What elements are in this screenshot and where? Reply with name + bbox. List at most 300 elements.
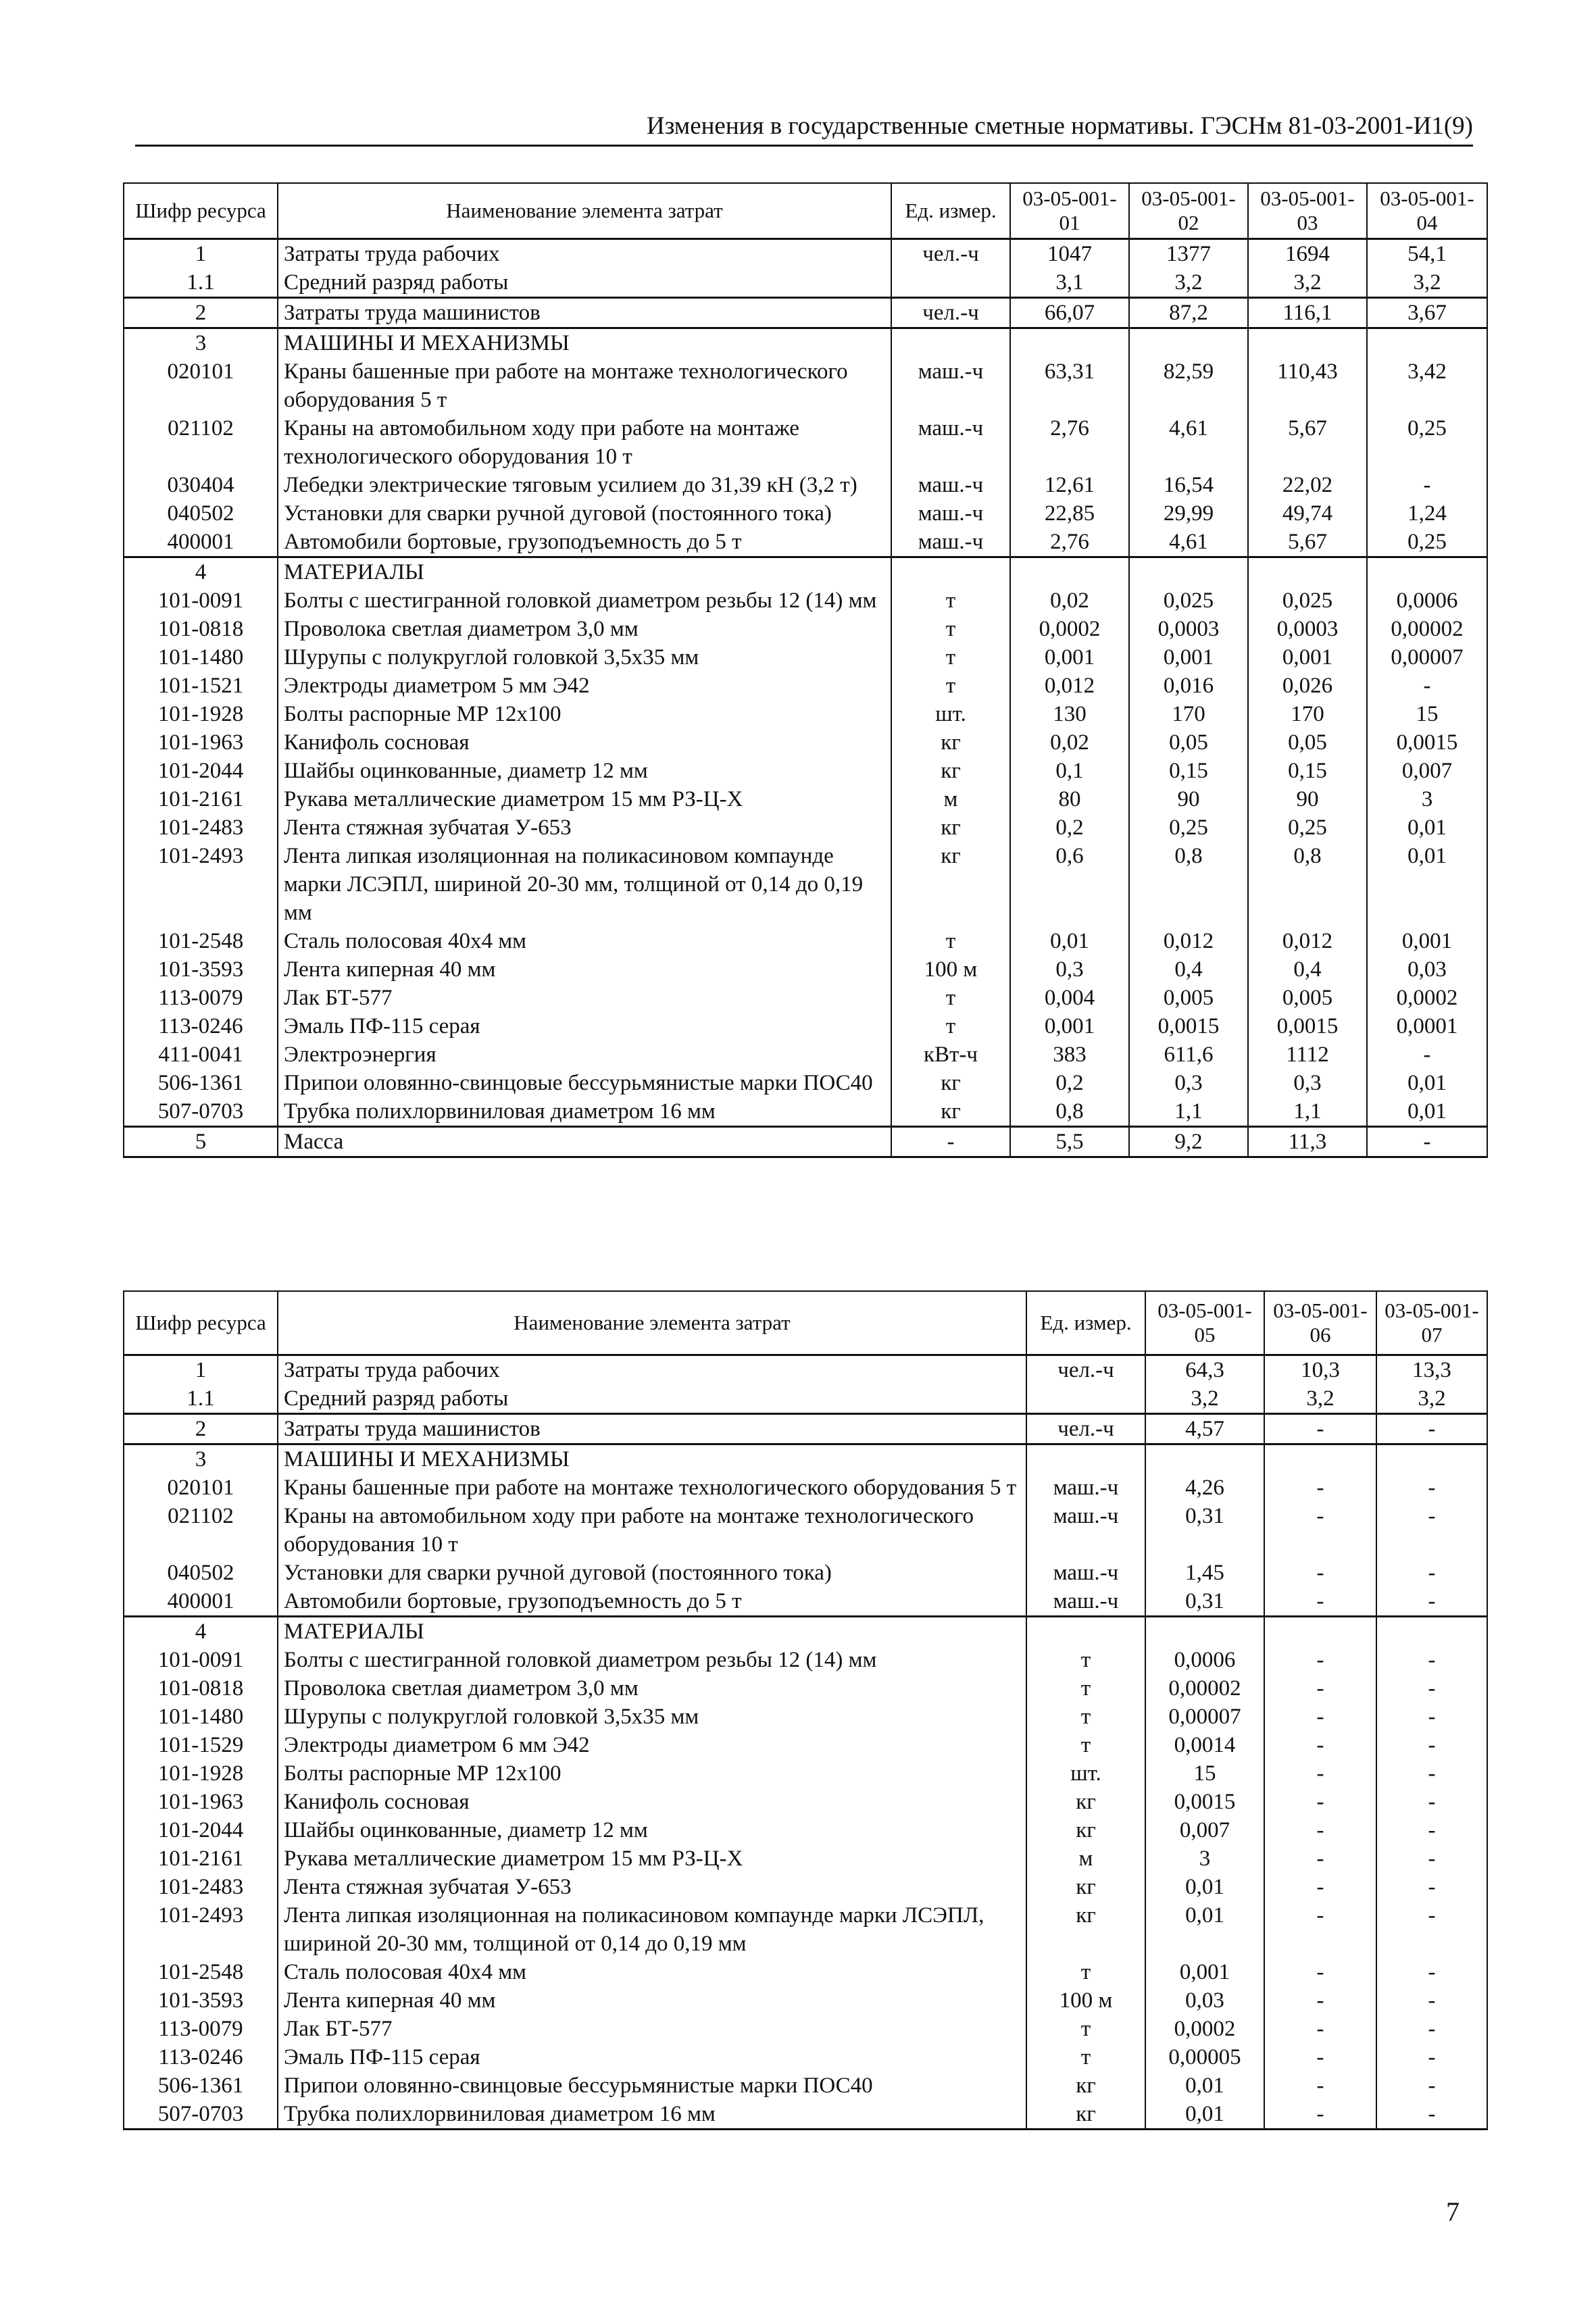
resource-name: Автомобили бортовые, грузоподъемность до 5 т	[278, 528, 891, 557]
header-col-1: 03-05-001-01	[1010, 183, 1129, 238]
table-row	[124, 1986, 1487, 2015]
resource-name: Канифоль сосновая	[278, 1788, 1026, 1816]
resource-value: -	[1264, 1844, 1376, 1873]
resource-unit: кг	[1026, 1816, 1145, 1844]
resource-value: 9,2	[1129, 1126, 1248, 1157]
resource-value: 0,01	[1010, 927, 1129, 955]
resource-name: Лента киперная 40 мм	[278, 1986, 1026, 2015]
resource-value: 0,2	[1010, 813, 1129, 842]
resource-value: 0,005	[1129, 984, 1248, 1012]
resource-code: 2	[124, 297, 278, 328]
table-row	[124, 1844, 1487, 1873]
resource-name: Электроды диаметром 5 мм Э42	[278, 672, 891, 700]
table-row	[124, 615, 1487, 643]
resource-value	[1010, 328, 1129, 357]
resource-value: 0,03	[1145, 1986, 1264, 2015]
table-row	[124, 1958, 1487, 1986]
resource-value: 82,59	[1129, 357, 1248, 414]
resource-value: 0,0002	[1145, 2015, 1264, 2043]
resource-value: 110,43	[1248, 357, 1367, 414]
resource-name: МАШИНЫ И МЕХАНИЗМЫ	[278, 1444, 1026, 1474]
resource-code: 506-1361	[124, 1069, 278, 1097]
resource-unit: т	[891, 1012, 1010, 1040]
resource-value: -	[1367, 672, 1487, 700]
resource-code: 507-0703	[124, 2100, 278, 2130]
resource-name: Лента стяжная зубчатая У-653	[278, 1873, 1026, 1901]
resource-value: 0,25	[1367, 528, 1487, 557]
resource-unit: кг	[1026, 1873, 1145, 1901]
resource-value: 0,01	[1145, 1901, 1264, 1958]
resource-code: 400001	[124, 1587, 278, 1617]
resource-unit: кг	[1026, 2071, 1145, 2100]
resource-name: Лак БТ-577	[278, 984, 891, 1012]
resource-value: 0,31	[1145, 1587, 1264, 1617]
resource-value: 3,2	[1376, 1384, 1487, 1414]
table-row	[124, 528, 1487, 557]
resource-code: 113-0246	[124, 1012, 278, 1040]
table-row	[124, 1731, 1487, 1759]
resource-value: 64,3	[1145, 1355, 1264, 1384]
table-header-row	[124, 1291, 1487, 1355]
resource-code: 3	[124, 328, 278, 357]
table-row	[124, 927, 1487, 955]
resource-code: 2	[124, 1413, 278, 1444]
header-name: Наименование элемента затрат	[278, 1291, 1026, 1355]
resource-value: -	[1264, 1901, 1376, 1958]
resource-value: -	[1376, 1559, 1487, 1587]
resource-unit: маш.-ч	[1026, 1502, 1145, 1559]
resource-name: Электроэнергия	[278, 1040, 891, 1069]
table-row	[124, 785, 1487, 813]
resource-code: 507-0703	[124, 1097, 278, 1127]
table-row	[124, 1474, 1487, 1502]
resource-value: 0,00002	[1367, 615, 1487, 643]
resource-value: 0,0014	[1145, 1731, 1264, 1759]
table-row	[124, 328, 1487, 357]
resource-value	[1367, 328, 1487, 357]
resource-unit: т	[1026, 1674, 1145, 1703]
resource-unit: маш.-ч	[891, 357, 1010, 414]
resource-value: 1694	[1248, 238, 1367, 268]
resource-value	[1376, 1616, 1487, 1646]
table-row	[124, 1901, 1487, 1958]
header-col-4: 03-05-001-04	[1367, 183, 1487, 238]
resource-value: 0,001	[1367, 927, 1487, 955]
resource-code: 101-0818	[124, 1674, 278, 1703]
page-header	[135, 108, 1473, 147]
resource-value: 0,01	[1367, 842, 1487, 927]
table-row	[124, 1759, 1487, 1788]
resource-value: 5,67	[1248, 528, 1367, 557]
resource-value: -	[1376, 1474, 1487, 1502]
resource-value: 1,45	[1145, 1559, 1264, 1587]
resource-value: -	[1264, 1759, 1376, 1788]
resource-value: 0,01	[1367, 813, 1487, 842]
resource-unit	[891, 328, 1010, 357]
resource-code: 101-1529	[124, 1731, 278, 1759]
resource-value: -	[1264, 1986, 1376, 2015]
table-row	[124, 813, 1487, 842]
resource-value: 0,01	[1367, 1069, 1487, 1097]
resource-value: 1047	[1010, 238, 1129, 268]
resource-name: Лента липкая изоляционная на поликасиновом компаунде марки ЛСЭПЛ, шириной 20-30 мм, толщиной от 0,14 до 0,19 мм	[278, 1901, 1026, 1958]
resource-value: -	[1367, 1040, 1487, 1069]
resource-value: 0,0003	[1248, 615, 1367, 643]
resource-value: 0,0006	[1367, 586, 1487, 615]
resource-value: 0,001	[1010, 1012, 1129, 1040]
table-row	[124, 297, 1487, 328]
table-row	[124, 1355, 1487, 1384]
resource-value: 0,25	[1129, 813, 1248, 842]
resource-value: -	[1264, 1474, 1376, 1502]
table-row	[124, 643, 1487, 672]
resource-value: 1,1	[1248, 1097, 1367, 1127]
resource-value: -	[1264, 1674, 1376, 1703]
resource-value: -	[1376, 1502, 1487, 1559]
resource-name: Сталь полосовая 40х4 мм	[278, 927, 891, 955]
resource-code: 5	[124, 1126, 278, 1157]
resource-name: Масса	[278, 1126, 891, 1157]
resource-value: 2,76	[1010, 414, 1129, 471]
resource-unit: кг	[891, 757, 1010, 785]
resource-code: 101-1480	[124, 1703, 278, 1731]
resource-name: Краны башенные при работе на монтаже технологического оборудования 5 т	[278, 1474, 1026, 1502]
resource-code: 101-0818	[124, 615, 278, 643]
resource-unit: -	[891, 1126, 1010, 1157]
resource-value: 3,42	[1367, 357, 1487, 414]
resource-value: 15	[1145, 1759, 1264, 1788]
resource-unit: м	[1026, 1844, 1145, 1873]
resource-code: 506-1361	[124, 2071, 278, 2100]
resource-table-1	[123, 182, 1488, 1158]
resource-unit: кг	[891, 842, 1010, 927]
resource-value: 611,6	[1129, 1040, 1248, 1069]
table-body	[124, 1355, 1487, 2129]
table-row	[124, 557, 1487, 586]
resource-value: 90	[1248, 785, 1367, 813]
resource-value: 130	[1010, 700, 1129, 728]
resource-code: 4	[124, 557, 278, 586]
resource-code: 030404	[124, 471, 278, 499]
resource-code: 1	[124, 1355, 278, 1384]
resource-code: 040502	[124, 1559, 278, 1587]
resource-code: 411-0041	[124, 1040, 278, 1069]
resource-unit: маш.-ч	[891, 499, 1010, 528]
table-row	[124, 414, 1487, 471]
resource-value: 170	[1129, 700, 1248, 728]
table-row	[124, 757, 1487, 785]
resource-value: 0,01	[1145, 2100, 1264, 2130]
resource-unit: маш.-ч	[891, 471, 1010, 499]
resource-table-2	[123, 1290, 1488, 2130]
resource-value: -	[1376, 1788, 1487, 1816]
resource-value: -	[1376, 2043, 1487, 2071]
resource-value: -	[1264, 1413, 1376, 1444]
table-row	[124, 1012, 1487, 1040]
resource-value: -	[1367, 1126, 1487, 1157]
resource-value: 0,03	[1367, 955, 1487, 984]
resource-value: -	[1376, 1703, 1487, 1731]
resource-code: 1.1	[124, 268, 278, 298]
resource-code: 4	[124, 1616, 278, 1646]
resource-value: 170	[1248, 700, 1367, 728]
resource-code: 101-2044	[124, 757, 278, 785]
table-row	[124, 728, 1487, 757]
resource-value: -	[1376, 1646, 1487, 1674]
resource-value: 49,74	[1248, 499, 1367, 528]
resource-value: 0,31	[1145, 1502, 1264, 1559]
resource-name: Канифоль сосновая	[278, 728, 891, 757]
resource-code: 021102	[124, 414, 278, 471]
resource-value: 22,02	[1248, 471, 1367, 499]
resource-value: 0,05	[1129, 728, 1248, 757]
resource-value: 0,005	[1248, 984, 1367, 1012]
resource-code: 040502	[124, 499, 278, 528]
resource-value: 3	[1145, 1844, 1264, 1873]
table-row	[124, 586, 1487, 615]
resource-unit: 100 м	[1026, 1986, 1145, 2015]
resource-value: 13,3	[1376, 1355, 1487, 1384]
header-unit: Ед. измер.	[1026, 1291, 1145, 1355]
resource-name: Автомобили бортовые, грузоподъемность до 5 т	[278, 1587, 1026, 1617]
resource-value: 4,57	[1145, 1413, 1264, 1444]
resource-value: 0,00002	[1145, 1674, 1264, 1703]
resource-value: 11,3	[1248, 1126, 1367, 1157]
resource-code: 101-1480	[124, 643, 278, 672]
table-row	[124, 1502, 1487, 1559]
resource-code: 1.1	[124, 1384, 278, 1414]
resource-value: 0,012	[1248, 927, 1367, 955]
resource-code: 101-3593	[124, 955, 278, 984]
table-row	[124, 2043, 1487, 2071]
resource-value: 3,2	[1145, 1384, 1264, 1414]
resource-code: 101-1963	[124, 1788, 278, 1816]
resource-unit: кг	[1026, 1901, 1145, 1958]
header-col-2: 03-05-001-02	[1129, 183, 1248, 238]
resource-value	[1367, 557, 1487, 586]
table-row	[124, 238, 1487, 268]
resource-name: МАТЕРИАЛЫ	[278, 1616, 1026, 1646]
resource-value: 10,3	[1264, 1355, 1376, 1384]
resource-value: 12,61	[1010, 471, 1129, 499]
resource-value: -	[1264, 1587, 1376, 1617]
resource-value: 3,2	[1264, 1384, 1376, 1414]
table-row	[124, 1816, 1487, 1844]
header-code: Шифр ресурса	[124, 183, 278, 238]
resource-value: -	[1376, 1958, 1487, 1986]
resource-value: 0,1	[1010, 757, 1129, 785]
resource-value: 0,00005	[1145, 2043, 1264, 2071]
resource-unit: кг	[891, 1069, 1010, 1097]
resource-code: 113-0246	[124, 2043, 278, 2071]
resource-unit	[891, 557, 1010, 586]
resource-code: 020101	[124, 357, 278, 414]
resource-value: -	[1264, 2100, 1376, 2130]
resource-unit	[1026, 1444, 1145, 1474]
resource-value: 66,07	[1010, 297, 1129, 328]
resource-unit: т	[1026, 1703, 1145, 1731]
resource-value: -	[1264, 1873, 1376, 1901]
resource-value: -	[1264, 2015, 1376, 2043]
resource-value: -	[1264, 1731, 1376, 1759]
resource-name: Припои оловянно-свинцовые бессурьмянистые марки ПОС40	[278, 2071, 1026, 2100]
resource-unit: т	[891, 984, 1010, 1012]
resource-value: -	[1264, 1788, 1376, 1816]
resource-code: 101-1928	[124, 700, 278, 728]
resource-code: 101-0091	[124, 1646, 278, 1674]
resource-value: 3,2	[1248, 268, 1367, 298]
resource-code: 101-1963	[124, 728, 278, 757]
resource-value: 0,0015	[1367, 728, 1487, 757]
resource-value: -	[1264, 1559, 1376, 1587]
resource-code: 101-1521	[124, 672, 278, 700]
resource-value: -	[1376, 1413, 1487, 1444]
table-row	[124, 1788, 1487, 1816]
resource-code: 101-2548	[124, 927, 278, 955]
resource-value: 0,012	[1010, 672, 1129, 700]
resource-value: 87,2	[1129, 297, 1248, 328]
table-header-row	[124, 183, 1487, 238]
resource-name: Проволока светлая диаметром 3,0 мм	[278, 1674, 1026, 1703]
resource-value: -	[1376, 1587, 1487, 1617]
table-row	[124, 1587, 1487, 1617]
resource-value: 0,012	[1129, 927, 1248, 955]
table-row	[124, 1384, 1487, 1414]
resource-name: Эмаль ПФ-115 серая	[278, 1012, 891, 1040]
resource-name: Краны на автомобильном ходу при работе на монтаже технологического оборудования 10 т	[278, 1502, 1026, 1559]
table-row	[124, 1674, 1487, 1703]
resource-value	[1248, 328, 1367, 357]
table-row	[124, 1069, 1487, 1097]
resource-name: МАТЕРИАЛЫ	[278, 557, 891, 586]
resource-value: 0,0015	[1129, 1012, 1248, 1040]
resource-name: Краны башенные при работе на монтаже технологического оборудования 5 т	[278, 357, 891, 414]
resource-code: 400001	[124, 528, 278, 557]
resource-name: Лак БТ-577	[278, 2015, 1026, 2043]
resource-value: 0,0015	[1248, 1012, 1367, 1040]
resource-value: -	[1376, 2100, 1487, 2130]
resource-unit: кг	[1026, 2100, 1145, 2130]
resource-code: 101-2493	[124, 1901, 278, 1958]
table-row	[124, 268, 1487, 298]
resource-value: 0,016	[1129, 672, 1248, 700]
resource-unit: т	[891, 643, 1010, 672]
resource-name: Установки для сварки ручной дуговой (постоянного тока)	[278, 499, 891, 528]
resource-unit: т	[1026, 1958, 1145, 1986]
resource-unit: 100 м	[891, 955, 1010, 984]
resource-value: 22,85	[1010, 499, 1129, 528]
resource-name: Затраты труда машинистов	[278, 1413, 1026, 1444]
resource-value	[1010, 557, 1129, 586]
resource-value: -	[1376, 1844, 1487, 1873]
resource-value: 0,0003	[1129, 615, 1248, 643]
resource-value: 63,31	[1010, 357, 1129, 414]
resource-value: 0,8	[1248, 842, 1367, 927]
resource-value: -	[1367, 471, 1487, 499]
table-row	[124, 1873, 1487, 1901]
resource-value: 0,026	[1248, 672, 1367, 700]
resource-value: -	[1264, 1816, 1376, 1844]
resource-name: МАШИНЫ И МЕХАНИЗМЫ	[278, 328, 891, 357]
resource-value: 1,1	[1129, 1097, 1248, 1127]
resource-value: 0,3	[1010, 955, 1129, 984]
table-row	[124, 2071, 1487, 2100]
resource-value: -	[1376, 2015, 1487, 2043]
resource-value: 0,007	[1145, 1816, 1264, 1844]
resource-value	[1376, 1444, 1487, 1474]
header-code: Шифр ресурса	[124, 1291, 278, 1355]
resource-value: 4,26	[1145, 1474, 1264, 1502]
resource-name: Средний разряд работы	[278, 268, 891, 298]
resource-value: 0,4	[1248, 955, 1367, 984]
resource-name: Рукава металлические диаметром 15 мм РЗ-Ц-Х	[278, 785, 891, 813]
resource-value: 3,1	[1010, 268, 1129, 298]
resource-unit: маш.-ч	[891, 528, 1010, 557]
resource-value	[1145, 1616, 1264, 1646]
resource-unit: шт.	[1026, 1759, 1145, 1788]
table-row	[124, 1097, 1487, 1127]
resource-code: 101-2483	[124, 813, 278, 842]
table-row	[124, 1559, 1487, 1587]
resource-value: 0,0006	[1145, 1646, 1264, 1674]
resource-code: 101-2548	[124, 1958, 278, 1986]
resource-value: 0,0002	[1367, 984, 1487, 1012]
resource-name: Затраты труда рабочих	[278, 238, 891, 268]
table-row	[124, 357, 1487, 414]
resource-value: 1,24	[1367, 499, 1487, 528]
resource-unit: т	[1026, 2015, 1145, 2043]
resource-value: 90	[1129, 785, 1248, 813]
resource-name: Шурупы с полукруглой головкой 3,5х35 мм	[278, 643, 891, 672]
resource-value: 0,001	[1010, 643, 1129, 672]
resource-value: -	[1376, 1873, 1487, 1901]
resource-value: 0,4	[1129, 955, 1248, 984]
resource-value: 0,2	[1010, 1069, 1129, 1097]
resource-value: 0,00007	[1145, 1703, 1264, 1731]
resource-value: -	[1376, 1674, 1487, 1703]
resource-name: Рукава металлические диаметром 15 мм РЗ-Ц-Х	[278, 1844, 1026, 1873]
resource-value	[1129, 328, 1248, 357]
resource-name: Электроды диаметром 6 мм Э42	[278, 1731, 1026, 1759]
resource-value: -	[1376, 1759, 1487, 1788]
resource-value: -	[1264, 1958, 1376, 1986]
resource-unit: т	[1026, 1731, 1145, 1759]
resource-name: Затраты труда рабочих	[278, 1355, 1026, 1384]
resource-value: 0,02	[1010, 728, 1129, 757]
resource-value: -	[1376, 2071, 1487, 2100]
resource-code: 101-1928	[124, 1759, 278, 1788]
resource-value: 0,02	[1010, 586, 1129, 615]
resource-name: Болты с шестигранной головкой диаметром резьбы 12 (14) мм	[278, 1646, 1026, 1674]
resource-value: 1377	[1129, 238, 1248, 268]
resource-unit: т	[1026, 2043, 1145, 2071]
resource-name: Лента киперная 40 мм	[278, 955, 891, 984]
resource-value: 0,15	[1129, 757, 1248, 785]
resource-unit	[891, 268, 1010, 298]
resource-unit: чел.-ч	[1026, 1355, 1145, 1384]
table-row	[124, 471, 1487, 499]
resource-unit: м	[891, 785, 1010, 813]
table-row	[124, 1126, 1487, 1157]
resource-unit	[1026, 1616, 1145, 1646]
resource-value: 0,01	[1367, 1097, 1487, 1127]
resource-value: -	[1376, 1986, 1487, 2015]
resource-unit: кг	[891, 1097, 1010, 1127]
resource-value: 0,001	[1248, 643, 1367, 672]
resource-value: 116,1	[1248, 297, 1367, 328]
resource-value	[1248, 557, 1367, 586]
resource-name: Припои оловянно-свинцовые бессурьмянистые марки ПОС40	[278, 1069, 891, 1097]
